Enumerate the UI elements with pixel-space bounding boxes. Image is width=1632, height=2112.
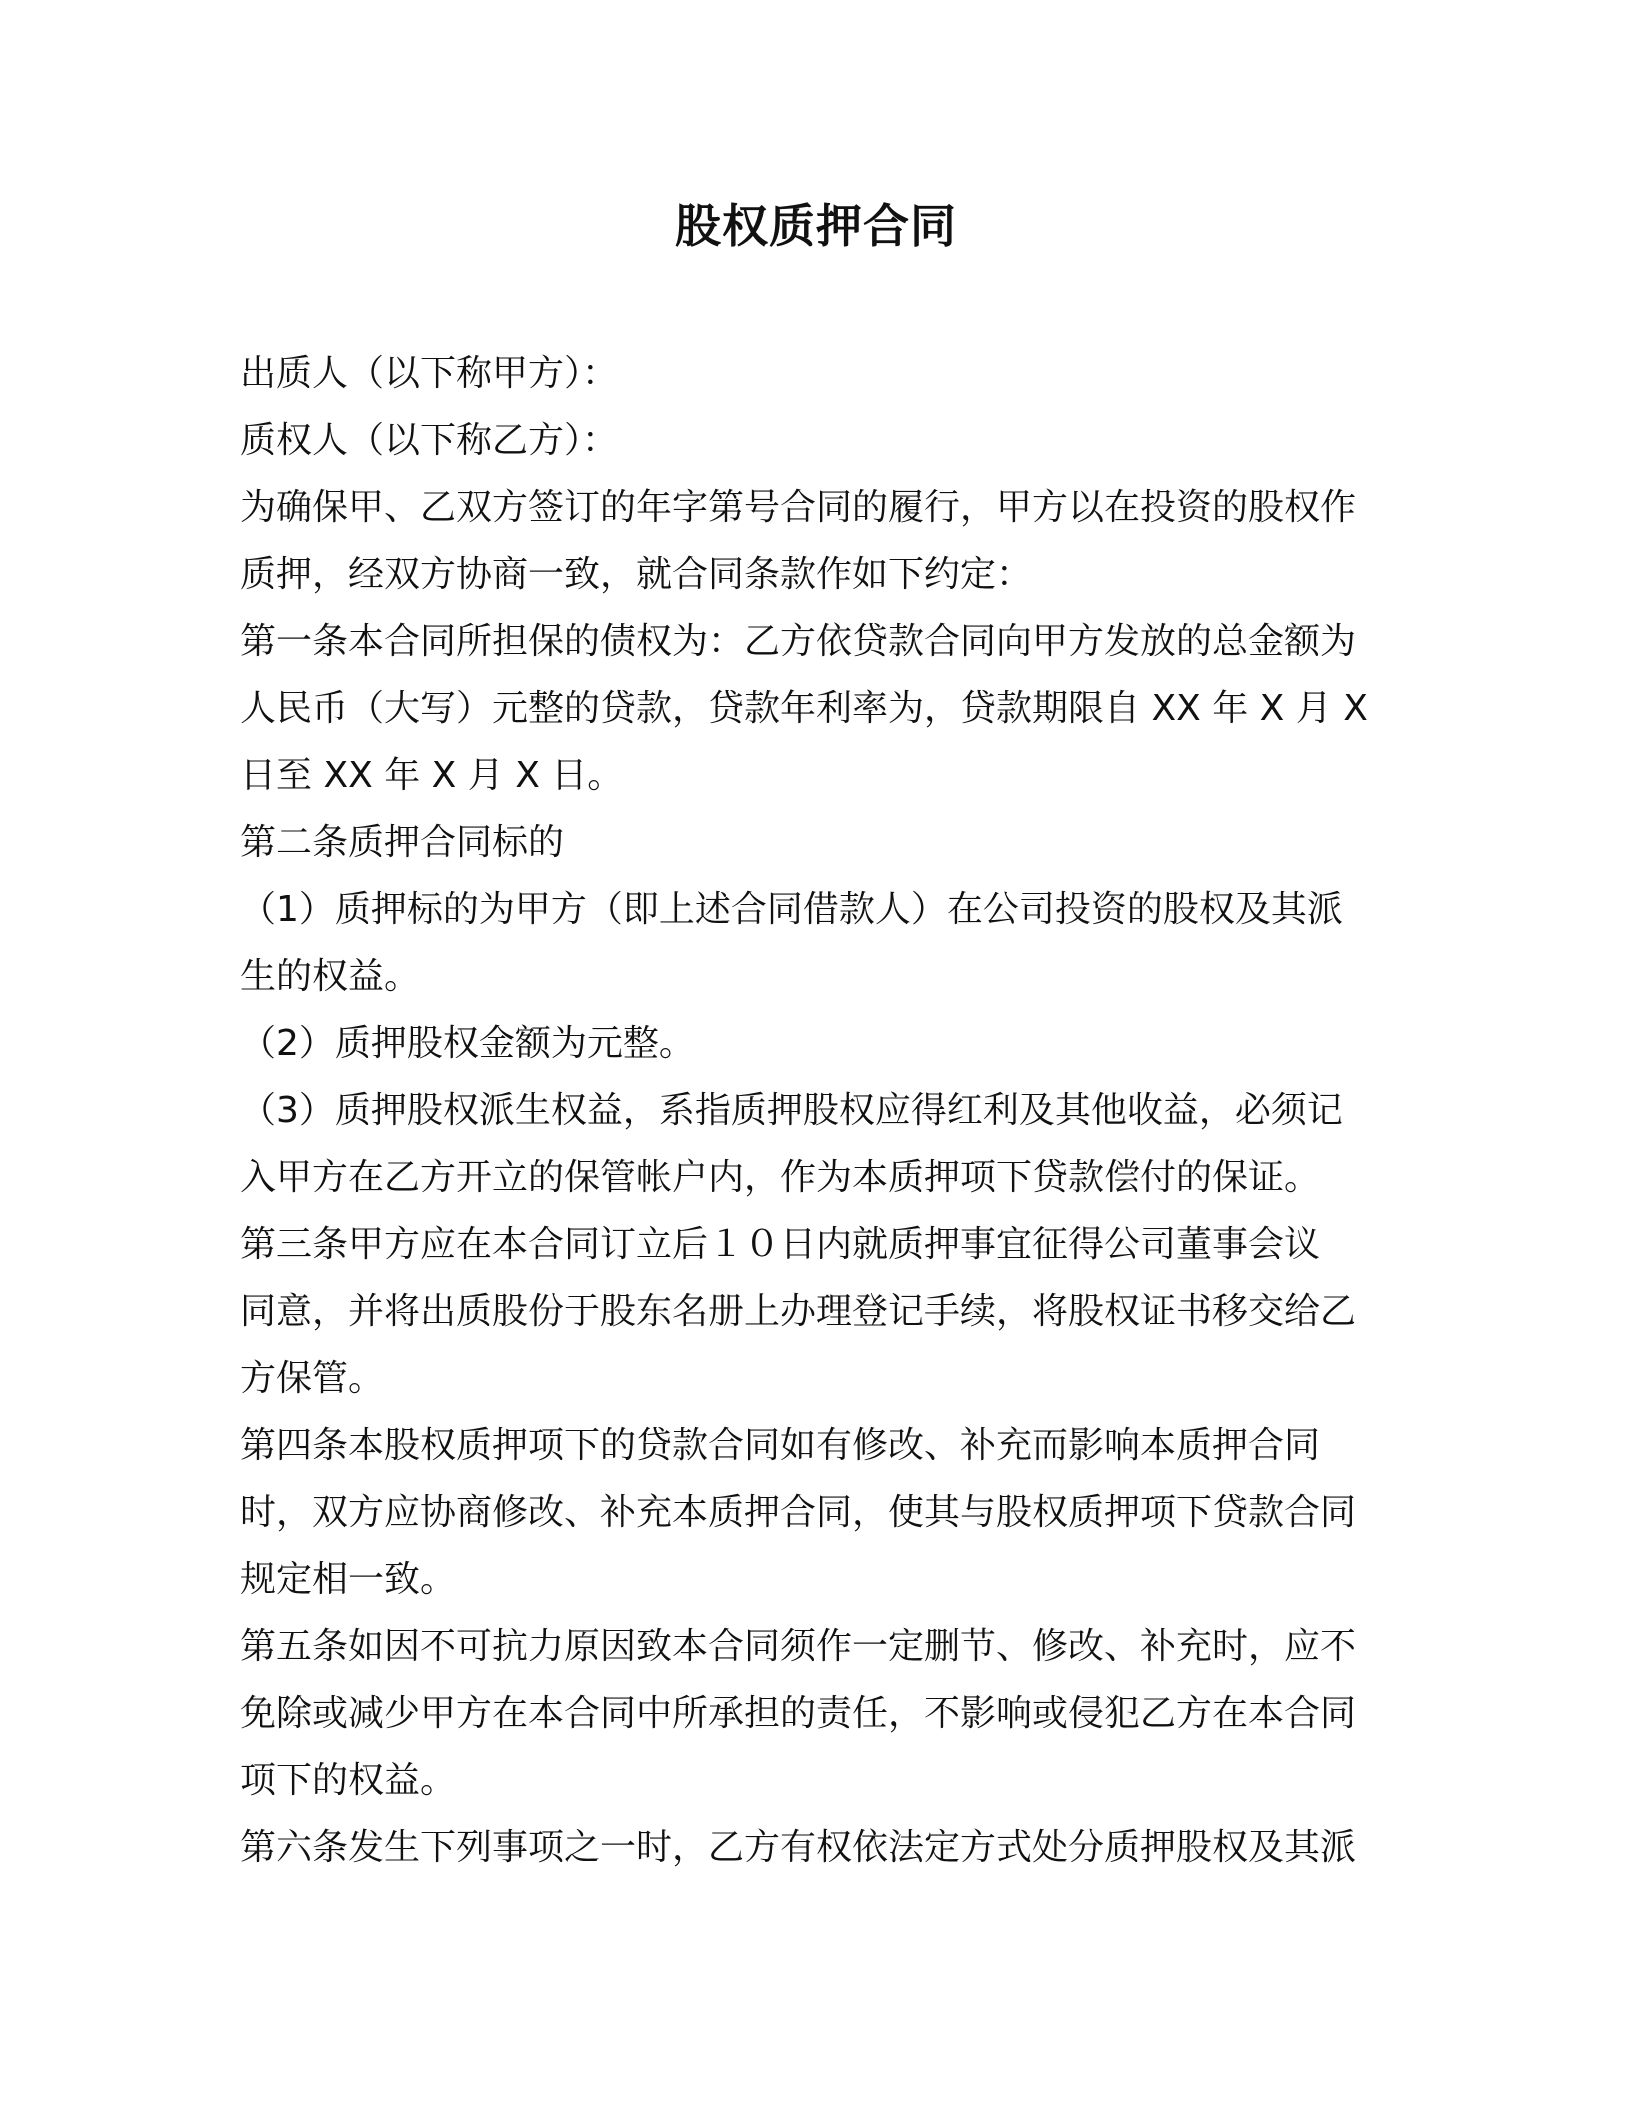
article-1-line: 日至 XX 年 X 月 X 日。 bbox=[240, 755, 624, 796]
article-2-item-3-line: 入甲方在乙方开立的保管帐户内，作为本质押项下贷款偿付的保证。 bbox=[240, 1157, 1321, 1198]
article-5-line: 项下的权益。 bbox=[240, 1760, 457, 1801]
article-4-line: 时，双方应协商修改、补充本质押合同，使其与股权质押项下贷款合同 bbox=[240, 1492, 1357, 1533]
preamble-line: 质押，经双方协商一致，就合同条款作如下约定： bbox=[240, 554, 1033, 595]
article-1-line: 人民币（大写）元整的贷款，贷款年利率为，贷款期限自 XX 年 X 月 X bbox=[240, 688, 1368, 729]
article-2-item-1-line: （1）质押标的为甲方（即上述合同借款人）在公司投资的股权及其派 bbox=[240, 889, 1343, 930]
article-4-line: 第四条本股权质押项下的贷款合同如有修改、补充而影响本质押合同 bbox=[240, 1425, 1321, 1466]
article-3-line: 方保管。 bbox=[240, 1358, 385, 1399]
pledgee-line: 质权人（以下称乙方）： bbox=[240, 420, 619, 461]
article-5-line: 第五条如因不可抗力原因致本合同须作一定删节、修改、补充时，应不 bbox=[240, 1626, 1357, 1667]
article-6-line: 第六条发生下列事项之一时，乙方有权依法定方式处分质押股权及其派 bbox=[240, 1827, 1357, 1868]
contract-body bbox=[240, 340, 1390, 1881]
article-2-item-2-line: （2）质押股权金额为元整。 bbox=[240, 1023, 695, 1064]
article-2-heading: 第二条质押合同标的 bbox=[240, 822, 565, 863]
article-3-line: 同意，并将出质股份于股东名册上办理登记手续，将股权证书移交给乙 bbox=[240, 1291, 1357, 1332]
article-5-line: 免除或减少甲方在本合同中所承担的责任，不影响或侵犯乙方在本合同 bbox=[240, 1693, 1357, 1734]
contract-title: 股权质押合同 bbox=[675, 199, 957, 253]
article-2-item-3-line: （3）质押股权派生权益，系指质押股权应得红利及其他收益，必须记 bbox=[240, 1090, 1343, 1131]
pledgor-line: 出质人（以下称甲方）： bbox=[240, 353, 619, 394]
preamble-line: 为确保甲、乙双方签订的年字第号合同的履行，甲方以在投资的股权作 bbox=[240, 487, 1357, 528]
article-1-line: 第一条本合同所担保的债权为：乙方依贷款合同向甲方发放的总金额为 bbox=[240, 621, 1357, 662]
article-2-item-1-line: 生的权益。 bbox=[240, 956, 421, 997]
article-3-line: 第三条甲方应在本合同订立后１０日内就质押事宜征得公司董事会议 bbox=[240, 1224, 1321, 1265]
article-4-line: 规定相一致。 bbox=[240, 1559, 457, 1600]
